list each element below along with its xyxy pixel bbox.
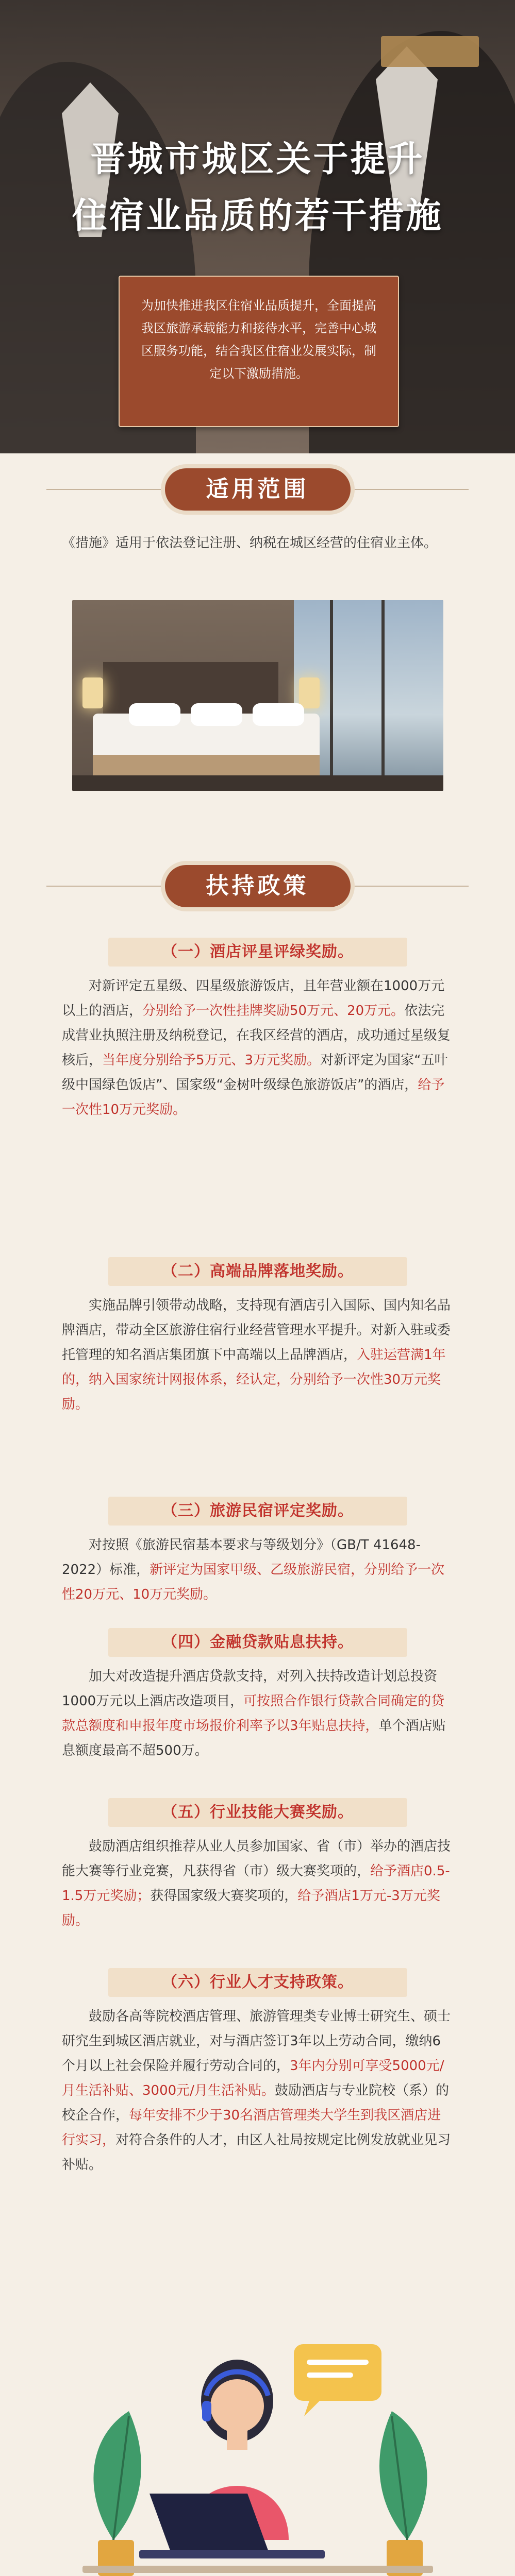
policy-item-text-3 — [62, 1533, 454, 1607]
highlight-text: 3年内分别可享受5000元/月生活补贴、3000元/月生活补贴。 — [62, 2058, 444, 2098]
highlight-text: 每年安排不少于30名酒店管理类大学生到我区酒店进行实习， — [62, 2108, 441, 2148]
page-title-line1: 晋城市城区关于提升 — [90, 139, 425, 180]
highlight-text: 入驻运营满1年的，纳入国家统计网报体系，经认定，分别给予一次性30万元奖励。 — [62, 1347, 446, 1412]
customer-service-illustration — [52, 2324, 464, 2576]
policy-item-text-4 — [62, 1664, 454, 1763]
text-span: 鼓励酒店与专业院校（系）的校企合作， — [62, 2083, 449, 2123]
photo-bed-runner — [93, 755, 320, 775]
laptop-icon — [139, 2494, 325, 2558]
text-span: 鼓励酒店组织推荐从业人员参加国家、省（市）举办的酒店技能大赛等行业竞赛，凡获得省（市）级大赛奖项的， — [62, 1839, 451, 1879]
policy-item-title-2: （二）高端品牌落地奖励。 — [108, 1257, 407, 1286]
scope-text: 《措施》适用于依法登记注册、纳税在城区经营的住宿业主体。 — [62, 535, 438, 551]
plant-left-icon — [93, 2411, 141, 2576]
plant-right-icon — [379, 2411, 427, 2576]
text-span: 对符合条件的人才，由区人社局按规定比例发放就业见习补贴。 — [62, 2132, 451, 2173]
text-span: 对按照《旅游民宿基本要求与等级划分》（GB/T 41648-2022）标准， — [62, 1537, 421, 1578]
highlight-text: 给予酒店0.5-1.5万元奖励； — [62, 1863, 450, 1904]
text-span: 获得国家级大赛奖项的， — [150, 1888, 298, 1904]
photo-pillow — [253, 703, 304, 726]
policy-item-title-4: （四）金融贷款贴息扶持。 — [108, 1628, 407, 1657]
hero-banner — [0, 0, 515, 453]
section-header-policy — [0, 863, 515, 909]
highlight-text: 给予酒店1万元-3万元奖励。 — [62, 1888, 440, 1928]
photo-window-frame — [330, 600, 333, 791]
page-title-line2: 住宿业品质的若干措施 — [72, 196, 443, 236]
text-span: 鼓励各高等院校酒店管理、旅游管理类专业博士研究生、硕士研究生到城区酒店就业，对与酒店签订3年以上劳动合同，缴纳6个月以上社会保险并履行劳动合同的， — [62, 2009, 451, 2074]
text-span: 依法完成营业执照注册及纳税登记，在我区经营的酒店，成功通过星级复核后， — [62, 1003, 451, 1068]
text-span: 实施品牌引领带动战略，支持现有酒店引入国际、国内知名品牌酒店，带动全区旅游住宿行业经营管理水平提升。对新入驻或委托管理的知名酒店集团旗下中高端以上品牌酒店， — [62, 1298, 451, 1363]
text-span: 对新评定为国家“五叶级中国绿色饭店”、国家级“金树叶级绿色旅游饭店”的酒店， — [62, 1053, 448, 1093]
intro-text: 为加快推进我区住宿业品质提升，全面提高我区旅游承载能力和接待水平，完善中心城区服务功能，结合我区住宿业发展实际，制定以下激励措施。 — [141, 298, 376, 381]
highlight-text: 当年度分别给予5万元、3万元奖励。 — [102, 1053, 321, 1068]
highlight-text: 可按照合作银行贷款合同确定的贷款总额度和申报年度市场报价利率予以3年贴息扶持， — [62, 1693, 445, 1734]
section-title-scope: 适用范围 — [165, 468, 351, 511]
text-span: 加大对改造提升酒店贷款支持，对列入扶持改造计划总投资1000万元以上酒店改造项目， — [62, 1669, 438, 1709]
desk — [82, 2566, 433, 2573]
photo-pillow — [191, 703, 242, 726]
policy-item-text-6 — [62, 2004, 454, 2177]
chat-bubble-icon — [294, 2344, 381, 2416]
policy-item-text-2 — [62, 1293, 454, 1417]
policy-item-text-5 — [62, 1834, 454, 1933]
highlight-text: 给予一次性10万元奖励。 — [62, 1077, 445, 1117]
policy-item-title-3: （三）旅游民宿评定奖励。 — [108, 1497, 407, 1526]
policy-item-title-1: （一）酒店评星评绿奖励。 — [108, 938, 407, 967]
text-span: 对新评定五星级、四星级旅游饭店，且年营业额在1000万元以上的酒店， — [62, 978, 445, 1019]
photo-lamp — [82, 677, 103, 708]
section-header-scope — [0, 466, 515, 513]
section-title-policy: 扶持政策 — [165, 865, 351, 907]
hotel-room-photo — [72, 600, 443, 791]
photo-lamp — [299, 677, 320, 708]
highlight-text: 新评定为国家甲级、乙级旅游民宿，分别给予一次性20万元、10万元奖励。 — [62, 1562, 445, 1602]
intro-box — [119, 276, 399, 427]
photo-window-frame — [381, 600, 385, 791]
highlight-text: 分别给予一次性挂牌奖励50万元、20万元。 — [142, 1003, 405, 1019]
policy-item-title-6: （六）行业人才支持政策。 — [108, 1968, 407, 1997]
hero-photo-name-badge — [381, 36, 479, 67]
policy-item-title-5: （五）行业技能大赛奖励。 — [108, 1798, 407, 1827]
photo-pillow — [129, 703, 180, 726]
policy-item-text-1 — [62, 974, 454, 1122]
photo-floor — [72, 775, 443, 791]
text-span: 单个酒店贴息额度最高不超500万。 — [62, 1718, 446, 1758]
